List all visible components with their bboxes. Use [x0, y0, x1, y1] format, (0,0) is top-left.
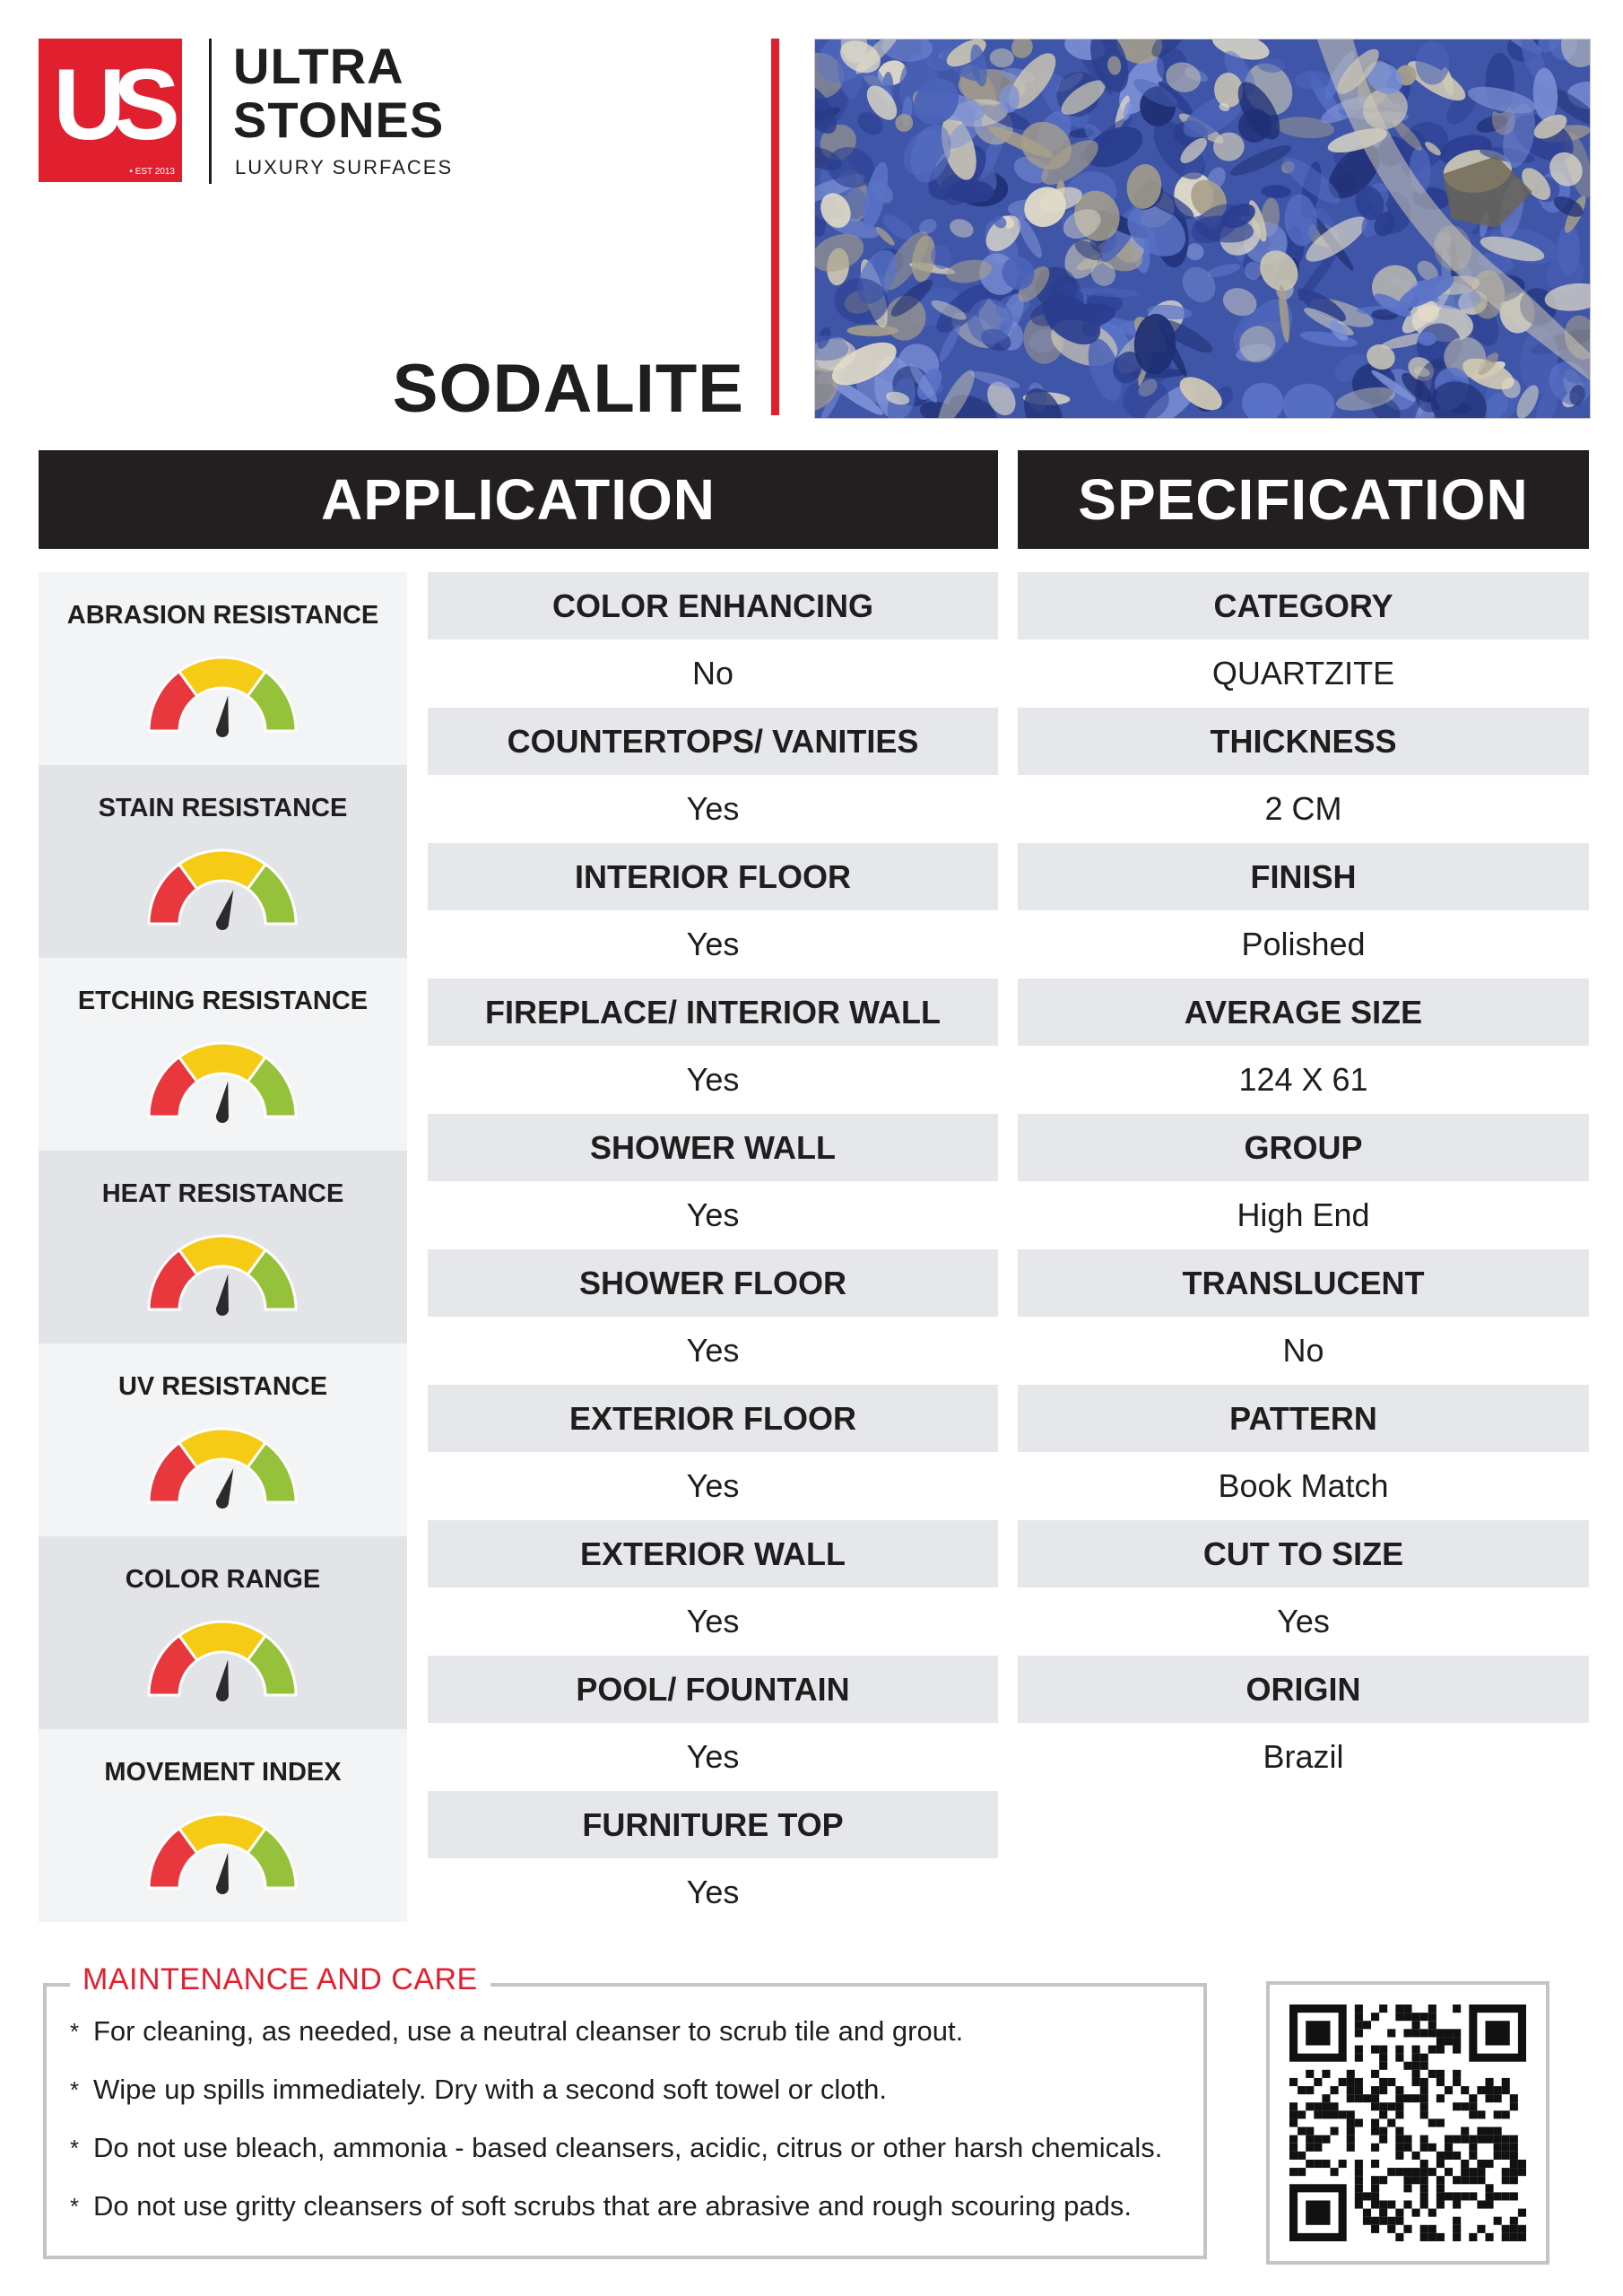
application-value: Yes — [428, 1046, 998, 1113]
application-row — [428, 1656, 998, 1791]
spec-row — [1018, 1656, 1589, 1791]
application-label: EXTERIOR WALL — [428, 1520, 998, 1587]
application-value: Yes — [428, 1587, 998, 1655]
brand-logo — [39, 39, 182, 182]
spec-value: QUARTZITE — [1018, 639, 1589, 707]
rating-label: UV RESISTANCE — [117, 1372, 328, 1401]
application-label: COLOR ENHANCING — [428, 572, 998, 639]
gauge-icon — [146, 648, 299, 738]
rating-etching-resistance — [39, 958, 407, 1151]
rating-color-range — [39, 1536, 407, 1729]
rating-label: ABRASION RESISTANCE — [66, 601, 379, 630]
application-value: Yes — [428, 1858, 998, 1926]
gauge-icon — [146, 841, 299, 931]
rating-label: MOVEMENT INDEX — [104, 1758, 342, 1787]
spec-value: Polished — [1018, 910, 1589, 978]
bullet-star: * — [70, 2076, 80, 2103]
gauge-icon — [146, 1034, 299, 1124]
application-label: FIREPLACE/ INTERIOR WALL — [428, 978, 998, 1046]
bullet-star: * — [70, 2018, 80, 2045]
spec-row — [1018, 572, 1589, 708]
spec-label: CATEGORY — [1018, 572, 1589, 639]
application-value: No — [428, 639, 998, 707]
spec-row — [1018, 1385, 1589, 1520]
spec-value: 2 CM — [1018, 775, 1589, 842]
application-row — [428, 1791, 998, 1926]
application-row — [428, 1249, 998, 1385]
logo-est: • EST 2013 — [129, 167, 175, 177]
maintenance-title: MAINTENANCE AND CARE — [70, 1962, 490, 1997]
spec-label: TRANSLUCENT — [1018, 1249, 1589, 1317]
spec-value: Yes — [1018, 1587, 1589, 1655]
spec-value: 124 X 61 — [1018, 1046, 1589, 1113]
spec-row — [1018, 978, 1589, 1114]
gauge-icon — [146, 1420, 299, 1509]
specification-header: SPECIFICATION — [1018, 450, 1589, 549]
rating-heat-resistance — [39, 1151, 407, 1344]
spec-label: ORIGIN — [1018, 1656, 1589, 1723]
application-label: INTERIOR FLOOR — [428, 843, 998, 910]
gauge-icon — [146, 1805, 299, 1895]
application-value: Yes — [428, 1317, 998, 1384]
gauge-icon — [146, 1227, 299, 1317]
rating-label: HEAT RESISTANCE — [101, 1179, 344, 1208]
rating-movement-index — [39, 1729, 407, 1922]
application-row — [428, 1114, 998, 1249]
rating-label: STAIN RESISTANCE — [98, 794, 348, 822]
application-label: POOL/ FOUNTAIN — [428, 1656, 998, 1723]
application-value: Yes — [428, 775, 998, 842]
qr-code-icon — [1289, 2005, 1526, 2241]
application-row — [428, 708, 998, 843]
spec-row — [1018, 1114, 1589, 1249]
application-value: Yes — [428, 910, 998, 978]
maintenance-list — [70, 2011, 1191, 2244]
application-label: COUNTERTOPS/ VANITIES — [428, 708, 998, 775]
rating-abrasion-resistance — [39, 572, 407, 765]
spec-row — [1018, 1520, 1589, 1656]
brand-name-line1: ULTRA — [233, 38, 404, 94]
care-text: Do not use bleach, ammonia - based cleansers, acidic, citrus or other harsh chemicals. — [93, 2132, 1163, 2163]
application-label: SHOWER WALL — [428, 1114, 998, 1181]
spec-row — [1018, 1249, 1589, 1385]
product-title: SODALITE — [392, 351, 744, 427]
brand-tagline: LUXURY SURFACES — [235, 156, 454, 178]
spec-row — [1018, 843, 1589, 978]
application-label: SHOWER FLOOR — [428, 1249, 998, 1317]
application-row — [428, 1385, 998, 1520]
care-text: Do not use gritty cleansers of soft scrubs that are abrasive and rough scouring pads. — [93, 2190, 1132, 2222]
bullet-star: * — [70, 2193, 80, 2220]
brand-name-line2: STONES — [233, 91, 445, 148]
spec-label: PATTERN — [1018, 1385, 1589, 1452]
list-item — [70, 2069, 1191, 2127]
stone-slab-photo — [814, 39, 1591, 419]
list-item — [70, 2011, 1191, 2069]
rating-uv-resistance — [39, 1344, 407, 1536]
list-item — [70, 2127, 1191, 2186]
application-label: FURNITURE TOP — [428, 1791, 998, 1858]
rating-stain-resistance — [39, 765, 407, 958]
rating-label: ETCHING RESISTANCE — [77, 987, 369, 1015]
list-item — [70, 2186, 1191, 2244]
spec-label: GROUP — [1018, 1114, 1589, 1181]
application-row — [428, 572, 998, 708]
spec-label: CUT TO SIZE — [1018, 1520, 1589, 1587]
application-row — [428, 1520, 998, 1656]
application-row — [428, 843, 998, 978]
accent-bar — [771, 39, 779, 415]
spec-value: No — [1018, 1317, 1589, 1384]
specification-table — [1018, 572, 1589, 1791]
spec-label: FINISH — [1018, 843, 1589, 910]
gauge-icon — [146, 1613, 299, 1702]
application-row — [428, 978, 998, 1114]
application-value: Yes — [428, 1181, 998, 1248]
logo-monogram: US — [53, 48, 168, 161]
application-label: EXTERIOR FLOOR — [428, 1385, 998, 1452]
bullet-star: * — [70, 2135, 80, 2161]
care-text: Wipe up spills immediately. Dry with a second soft towel or cloth. — [93, 2074, 887, 2105]
spec-value: Brazil — [1018, 1723, 1589, 1790]
qr-code[interactable] — [1266, 1981, 1549, 2265]
application-table — [428, 572, 998, 1926]
application-value: Yes — [428, 1723, 998, 1790]
spec-value: High End — [1018, 1181, 1589, 1248]
spec-value: Book Match — [1018, 1452, 1589, 1519]
rating-label: COLOR RANGE — [125, 1565, 321, 1594]
spec-row — [1018, 708, 1589, 843]
care-text: For cleaning, as needed, use a neutral cleanser to scrub tile and grout. — [93, 2015, 964, 2047]
spec-label: THICKNESS — [1018, 708, 1589, 775]
application-value: Yes — [428, 1452, 998, 1519]
ratings-column — [39, 572, 407, 1922]
logo-divider — [209, 39, 212, 184]
application-header: APPLICATION — [39, 450, 998, 549]
spec-label: AVERAGE SIZE — [1018, 978, 1589, 1046]
